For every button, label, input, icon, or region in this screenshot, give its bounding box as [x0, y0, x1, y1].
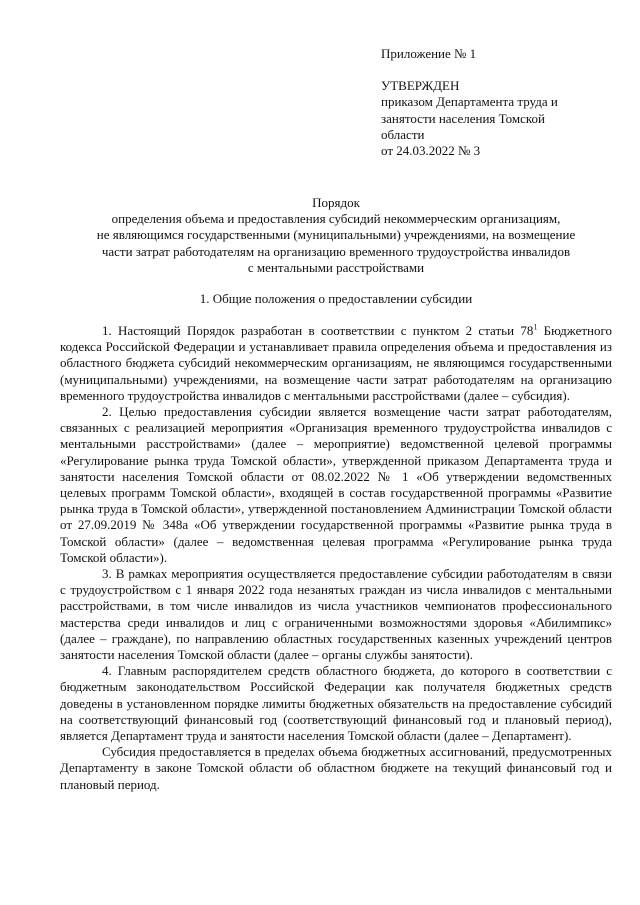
spacer [381, 62, 611, 78]
paragraph-3: 3. В рамках мероприятия осуществляется предоставление субсидии работодателям в связи с трудоустройством с 1 января 2022 года незанятых граждан из числа инвалидов с ментальными расстройствами, в том числе инвалидов из числа участников чемпионатов профессионального мастерства среди инвалидов и лиц с ограниченными возможностями здоровья «Абилимпикс» (далее – граждане), по направлению областных государственных казенных учреждений центров занятости населения Томской области (далее – органы службы занятости). [60, 566, 612, 663]
paragraph-5: Субсидия предоставляется в пределах объема бюджетных ассигнований, предусмотренных Департаменту в законе Томской области об областном бюджете на текущий финансовый год и плановый период. [60, 744, 612, 792]
paragraph-4: 4. Главным распорядителем средств областного бюджета, до которого в соответствии с бюджетным законодательством Российской Федерации как получателя бюджетных средств доведены в установленном порядке лимиты бюджетных обязательств на предоставление субсидий на соответствующий финансовый год (соответствующий финансовый год и плановый период), является Департамент труда и занятости населения Томской области (далее – Департамент). [60, 663, 612, 744]
paragraph-2: 2. Целью предоставления субсидии является возмещение части затрат работодателям, связанных с реализацией мероприятия «Организация временного трудоустройства инвалидов с ментальными расстройствами» (далее – мероприятие) ведомственной целевой программы «Регулирование рынка труда Томской области», утвержденной приказом Департамента труда и занятости населения Томской области от 08.02.2022 № 1 «Об утверждении ведомственных целевых программ Томской области», входящей в состав государственной программы «Развитие рынка труда в Томской области», утвержденной постановлением Администрации Томской области от 27.09.2019 № 348а «Об утверждении государственной программы «Развитие рынка труда в Томской области» (далее – ведомственная целевая программа «Регулирование рынка труда Томской области»). [60, 404, 612, 565]
title-line-4: части затрат работодателям на организацию временного трудоустройства инвалидов [101, 243, 571, 259]
appendix-number: Приложение № 1 [381, 46, 477, 61]
document-body [60, 323, 612, 793]
order-line-1: приказом Департамента труда и [381, 94, 558, 110]
footnote-superscript: 1 [533, 322, 538, 332]
title-line-5: с ментальными расстройствами [247, 259, 425, 275]
paragraph-1-start: 1. Настоящий Порядок разработан в соответствии с пунктом 2 статьи 78 [102, 323, 534, 338]
section-heading: 1. Общие положения о предоставлении субсидии [199, 291, 473, 306]
order-date: от 24.03.2022 № 3 [381, 143, 481, 159]
approval-stamp [381, 46, 611, 159]
order-line-2: занятости населения Томской [381, 110, 545, 126]
title-line-1: Порядок [312, 195, 360, 210]
order-line-3: области [381, 126, 425, 142]
approved-label: УТВЕРЖДЕН [381, 78, 460, 94]
paragraph-1-rest: Бюджетного кодекса Российской Федерации и устанавливает правила определения объема и предоставления из областного бюджета субсидий некоммерческим организациям, не являющимся государственными (муниципальными) учреждениями, на возмещение части затрат работодателям на организацию временного трудоустройства инвалидов с ментальными расстройствами (далее – субсидия). [60, 323, 612, 403]
paragraph-1 [60, 323, 612, 404]
document-title [60, 195, 612, 276]
title-line-2: определения объема и предоставления субсидий некоммерческим организациям, [111, 211, 561, 227]
title-line-3: не являющимся государственными (муниципальными) учреждениями, на возмещение [96, 227, 576, 243]
